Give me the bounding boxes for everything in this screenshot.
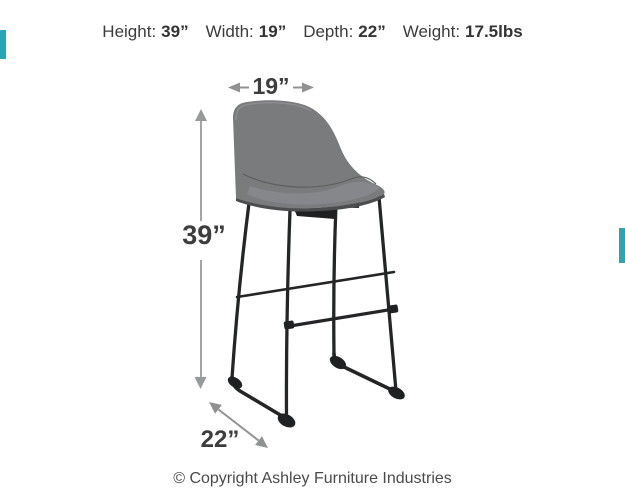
spec-depth-value: 22” xyxy=(358,22,386,41)
stool-seat xyxy=(233,100,385,211)
spec-depth-label: Depth: xyxy=(303,22,354,41)
spec-height-value: 39” xyxy=(161,22,189,41)
spec-weight-value: 17.5lbs xyxy=(465,22,523,41)
depth-dimension-label: 22” xyxy=(200,426,240,453)
height-dimension-label: 39” xyxy=(182,220,226,250)
spec-height-label: Height: xyxy=(102,22,157,41)
stool-frame xyxy=(232,197,396,419)
copyright-line: © Copyright Ashley Furniture Industries xyxy=(173,470,452,487)
width-dimension-label: 19” xyxy=(252,73,290,99)
spec-weight-label: Weight: xyxy=(402,22,461,41)
spec-width-value: 19” xyxy=(258,22,287,41)
spec-width-label: Width: xyxy=(205,22,254,41)
